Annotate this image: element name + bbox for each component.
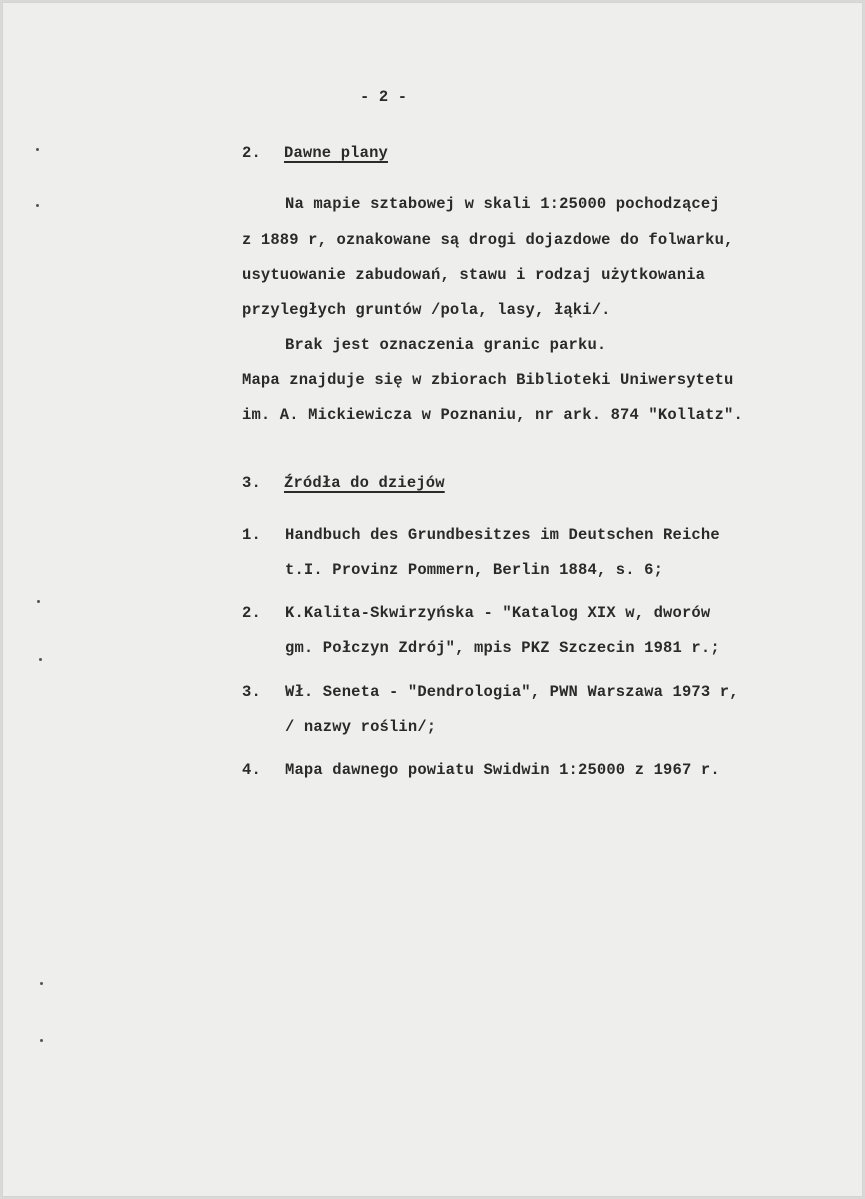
binding-hole-mark xyxy=(40,982,43,985)
source-4-number: 4. xyxy=(242,761,261,779)
source-3-number: 3. xyxy=(242,683,261,701)
source-3-line-1: Wł. Seneta - "Dendrologia", PWN Warszawa 1973 r, xyxy=(285,683,739,701)
source-1-number: 1. xyxy=(242,526,261,544)
section-2-line-6: Mapa znajduje się w zbiorach Biblioteki Uniwersytetu xyxy=(242,371,734,389)
binding-hole-mark xyxy=(36,148,39,151)
section-3-heading: Źródła do dziejów xyxy=(284,474,445,492)
section-2-line-5: Brak jest oznaczenia granic parku. xyxy=(285,336,607,354)
source-1-line-1: Handbuch des Grundbesitzes im Deutschen Reiche xyxy=(285,526,720,544)
section-2-line-4: przyległych gruntów /pola, lasy, łąki/. xyxy=(242,301,611,319)
section-2-heading: Dawne plany xyxy=(284,144,388,162)
source-2-number: 2. xyxy=(242,604,261,622)
source-3-line-2: / nazwy roślin/; xyxy=(285,718,437,736)
section-2-number: 2. xyxy=(242,144,261,162)
source-2-line-2: gm. Połczyn Zdrój", mpis PKZ Szczecin 1981 r.; xyxy=(285,639,720,657)
section-2-line-7: im. A. Mickiewicza w Poznaniu, nr ark. 874 "Kollatz". xyxy=(242,406,743,424)
source-2-line-1: K.Kalita-Skwirzyńska - "Katalog XIX w, dworów xyxy=(285,604,711,622)
section-2-line-1: Na mapie sztabowej w skali 1:25000 pochodzącej xyxy=(285,195,720,213)
binding-hole-mark xyxy=(39,658,42,661)
section-2-line-2: z 1889 r, oznakowane są drogi dojazdowe do folwarku, xyxy=(242,231,734,249)
binding-hole-mark xyxy=(37,600,40,603)
page-number: - 2 - xyxy=(360,88,408,106)
section-3-number: 3. xyxy=(242,474,261,492)
section-2-line-3: usytuowanie zabudowań, stawu i rodzaj użytkowania xyxy=(242,266,706,284)
source-1-line-2: t.I. Provinz Pommern, Berlin 1884, s. 6; xyxy=(285,561,664,579)
binding-hole-mark xyxy=(40,1039,43,1042)
document-page xyxy=(2,2,863,1197)
source-4-line-1: Mapa dawnego powiatu Swidwin 1:25000 z 1967 r. xyxy=(285,761,720,779)
binding-hole-mark xyxy=(36,204,39,207)
